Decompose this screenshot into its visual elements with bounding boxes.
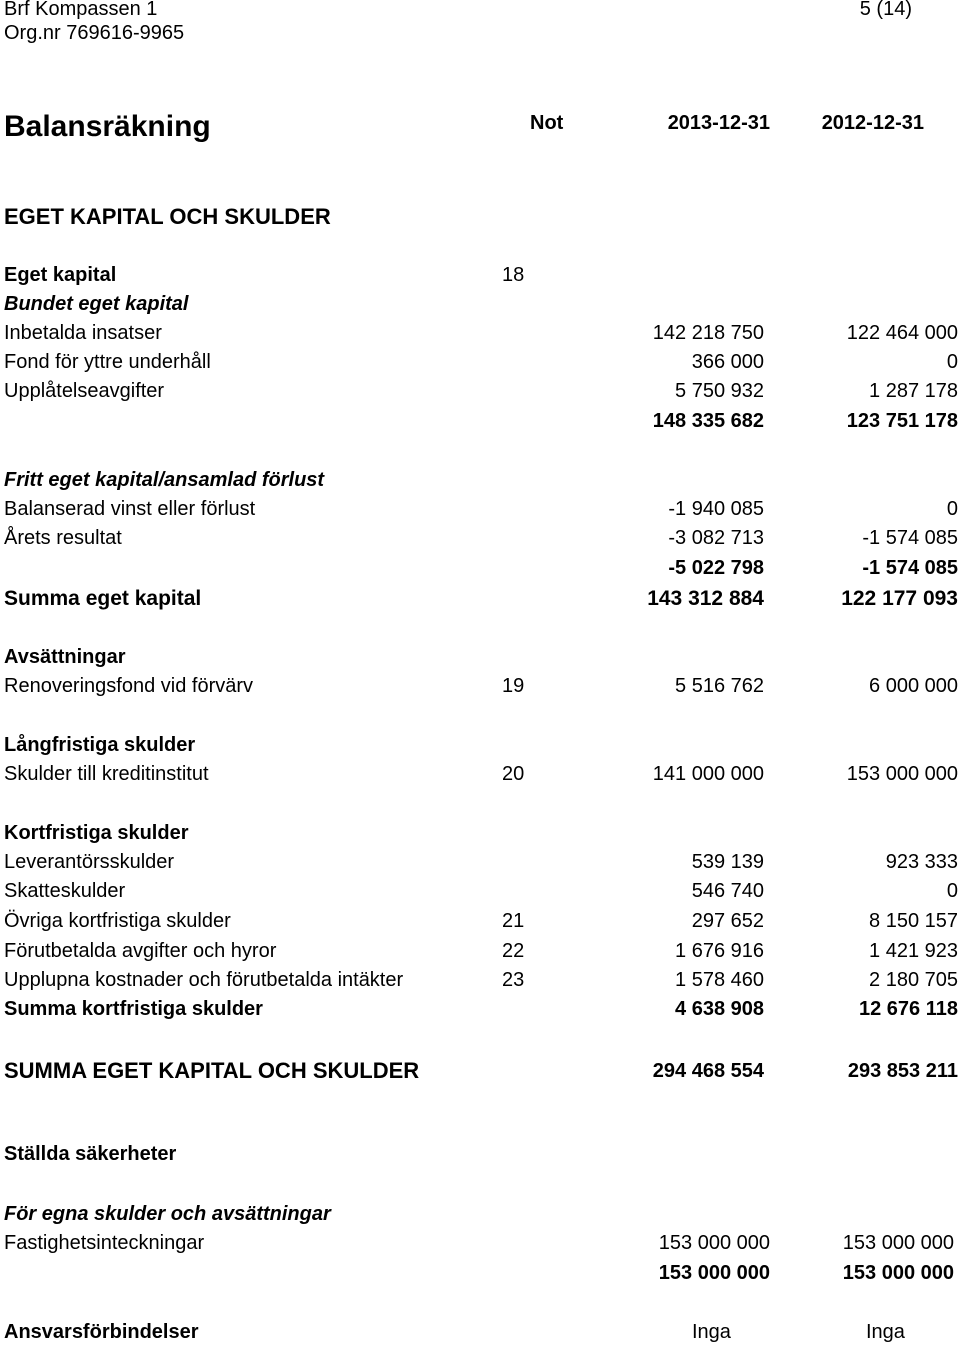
- row-value-2012: 1 287 178: [869, 380, 958, 402]
- row-value-2013: 366 000: [691, 351, 764, 373]
- organization-number: Org.nr 769616-9965: [4, 22, 185, 44]
- row-value-2012: 123 751 178: [846, 410, 958, 432]
- row-label: Upplupna kostnader och förutbetalda intäkter: [4, 969, 404, 991]
- row-value-2012: 293 853 211: [847, 1060, 958, 1082]
- row-value-2013: 142 218 750: [652, 322, 764, 344]
- row-label: Balanserad vinst eller förlust: [4, 498, 256, 520]
- row-value-2012: 0: [946, 880, 958, 902]
- row-label: Renoveringsfond vid förvärv: [4, 675, 254, 697]
- row-value-2013: 153 000 000: [658, 1262, 770, 1284]
- row-label: Ansvarsförbindelser: [4, 1321, 199, 1343]
- row-value-2012: 122 177 093: [841, 587, 958, 610]
- table-row: [0, 646, 960, 675]
- section-title: EGET KAPITAL OCH SKULDER: [4, 204, 331, 229]
- column-header-year-2013: 2013-12-31: [667, 112, 770, 134]
- row-value-2013: 1 578 460: [675, 969, 764, 991]
- row-value-2013: 546 740: [691, 880, 764, 902]
- table-row: [0, 293, 960, 322]
- row-label: Summa kortfristiga skulder: [4, 998, 263, 1020]
- row-value-2012: 153 000 000: [842, 1262, 954, 1284]
- table-row: [0, 763, 960, 792]
- row-note: 23: [502, 969, 525, 991]
- table-row: [0, 1232, 960, 1261]
- row-value-2012: 923 333: [885, 851, 958, 873]
- table-row: [0, 910, 960, 939]
- row-note: 20: [502, 763, 525, 785]
- table-row: [0, 264, 960, 293]
- table-row: [0, 822, 960, 851]
- row-label: Bundet eget kapital: [4, 293, 189, 315]
- row-value-2012: Inga: [866, 1321, 905, 1343]
- table-row: [0, 675, 960, 704]
- row-value-2012: 8 150 157: [869, 910, 958, 932]
- subtotal-row: [0, 1262, 960, 1291]
- table-row: [0, 351, 960, 380]
- row-label: Kortfristiga skulder: [4, 822, 189, 844]
- row-value-2013: 143 312 884: [647, 587, 764, 610]
- row-label: Skulder till kreditinstitut: [4, 763, 209, 785]
- row-label: Inbetalda insatser: [4, 322, 162, 344]
- subtotal-row: [0, 410, 960, 439]
- table-row: [0, 469, 960, 498]
- row-label: Fond för yttre underhåll: [4, 351, 211, 373]
- row-value-2013: 1 676 916: [675, 940, 764, 962]
- row-value-2012: 153 000 000: [846, 763, 958, 785]
- table-row: [0, 498, 960, 527]
- row-label: Summa eget kapital: [4, 587, 202, 610]
- row-value-2012: -1 574 085: [862, 557, 958, 579]
- row-value-2012: 0: [946, 351, 958, 373]
- row-value-2013: 5 750 932: [675, 380, 764, 402]
- row-value-2013: -3 082 713: [668, 527, 764, 549]
- table-row: [0, 1143, 960, 1172]
- row-value-2013: 297 652: [691, 910, 764, 932]
- row-value-2013: -5 022 798: [668, 557, 764, 579]
- row-value-2013: 294 468 554: [652, 1060, 764, 1082]
- page-title: Balansräkning: [4, 110, 211, 143]
- row-value-2013: -1 940 085: [668, 498, 764, 520]
- table-row: [0, 880, 960, 909]
- table-row: [0, 969, 960, 998]
- table-row: [0, 851, 960, 880]
- subtotal-row: [0, 557, 960, 586]
- table-row: [0, 940, 960, 969]
- row-value-2012: 1 421 923: [869, 940, 958, 962]
- row-value-2012: 12 676 118: [859, 998, 958, 1020]
- row-label: Långfristiga skulder: [4, 734, 196, 756]
- row-value-2013: 148 335 682: [652, 410, 764, 432]
- row-label: Upplåtelseavgifter: [4, 380, 165, 402]
- page-number: 5 (14): [859, 0, 912, 20]
- row-value-2013: 5 516 762: [675, 675, 764, 697]
- row-value-2013: Inga: [692, 1321, 731, 1343]
- row-value-2012: 2 180 705: [869, 969, 958, 991]
- row-value-2012: -1 574 085: [862, 527, 958, 549]
- row-note: 21: [502, 910, 525, 932]
- row-label: Årets resultat: [4, 527, 122, 549]
- row-value-2013: 141 000 000: [652, 763, 764, 785]
- row-value-2013: 153 000 000: [658, 1232, 770, 1254]
- row-label: Övriga kortfristiga skulder: [4, 910, 231, 932]
- row-label: Skatteskulder: [4, 880, 126, 902]
- row-label: För egna skulder och avsättningar: [4, 1203, 331, 1225]
- table-row: [0, 380, 960, 409]
- row-value-2012: 153 000 000: [842, 1232, 954, 1254]
- row-label: Ställda säkerheter: [4, 1143, 177, 1165]
- row-value-2012: 0: [946, 498, 958, 520]
- row-note: 22: [502, 940, 525, 962]
- row-label: Eget kapital: [4, 264, 117, 286]
- row-label: Fritt eget kapital/ansamlad förlust: [4, 469, 325, 491]
- grand-total-row: [0, 1058, 960, 1090]
- row-label: Förutbetalda avgifter och hyror: [4, 940, 277, 962]
- column-header-year-2012: 2012-12-31: [821, 112, 924, 134]
- row-label: Leverantörsskulder: [4, 851, 175, 873]
- total-row: [0, 998, 960, 1027]
- row-label: Fastighetsinteckningar: [4, 1232, 205, 1254]
- row-note: 18: [502, 264, 525, 286]
- row-value-2013: 4 638 908: [675, 998, 764, 1020]
- row-label: Avsättningar: [4, 646, 126, 668]
- total-row: [0, 587, 960, 616]
- row-value-2013: 539 139: [691, 851, 764, 873]
- table-row: [0, 322, 960, 351]
- table-row: [0, 527, 960, 556]
- table-row: [0, 734, 960, 763]
- column-header-note: Not: [530, 112, 564, 134]
- table-row: [0, 1203, 960, 1232]
- row-value-2012: 122 464 000: [846, 322, 958, 344]
- row-value-2012: 6 000 000: [869, 675, 958, 697]
- row-note: 19: [502, 675, 525, 697]
- row-label: SUMMA EGET KAPITAL OCH SKULDER: [4, 1058, 420, 1083]
- organization-name: Brf Kompassen 1: [4, 0, 158, 20]
